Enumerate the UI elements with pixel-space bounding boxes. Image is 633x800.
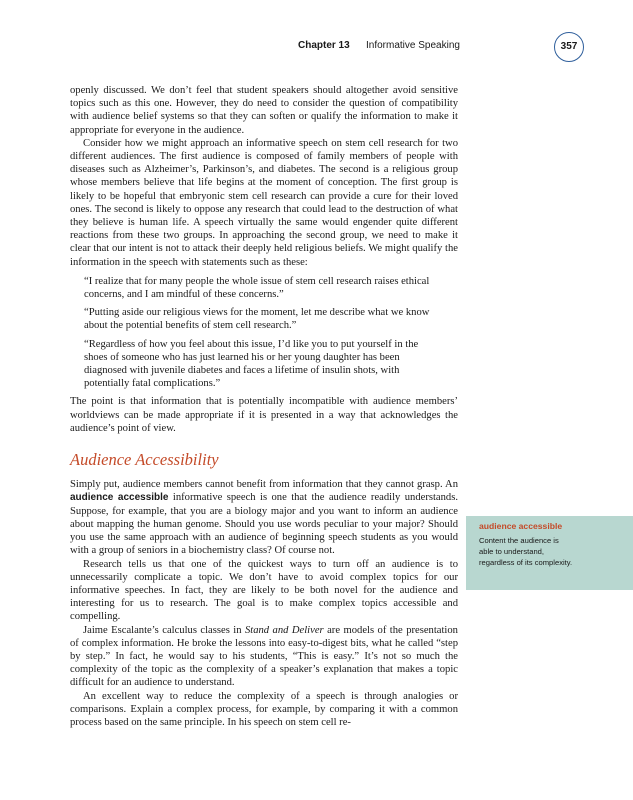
key-term: audience accessible [70,492,169,504]
paragraph: An excellent way to reduce the complexity of a speech is through analogies or comparisons. Explain a complex process, for example, by comparing it with a common process based on the same principle. In his speech on stem cell re- [70,690,458,728]
paragraph: The point is that information that is potentially incompatible with audience members’ worldviews can be made appropriate if it is presented in a way that acknowledges the audience’s point of view. [70,396,458,434]
text-run: informative speech is one that the audience readily understands. Suppose, for example, that you are a biology major and you want to inform an audience about mapping the human genome. Should you use words peculiar to your major? Should you use the same approach with an audience of beginning speech students as you would with a group of seniors in a biochemistry class? Of course not. [70,492,458,557]
quote: “Regardless of how you feel about this issue, I’d like you to put yourself in the shoes of someone who has just learned his or her young daughter has been diagnosed with juvenile diabetes and faces a lifetime of insulin shots, with potentially fatal complications.” [84,338,419,390]
text-run: Jaime Escalante’s calculus classes in [83,624,245,636]
quote: “Putting aside our religious views for the moment, let me describe what we know about the potential benefits of stem cell research.” [84,307,430,332]
chapter-title: Informative Speaking [366,40,460,51]
paragraph: openly discussed. We don’t feel that student speakers should altogether avoid sensitive topics such as this one. However, they do need to consider the question of compatibility with audience belief systems so that they can soften or qualify the information to make it appropriate for everyone in the audience. [70,85,458,136]
section-heading: Audience Accessibility [70,450,219,470]
running-header [0,38,633,58]
film-title: Stand and Deliver [244,624,324,636]
paragraph [70,478,458,557]
quote-block [84,275,444,391]
main-text [70,84,458,729]
quote: “I realize that for many people the whole issue of stem cell research raises ethical concerns, and I am mindful of these concerns.” [84,275,430,301]
page-number: 357 [554,32,584,62]
glossary-definition: Content the audience is able to understand, regardless of its complexity. [479,536,573,567]
paragraph [70,624,458,690]
text-run: Simply put, audience members cannot benefit from information that they cannot grasp. An [70,479,458,491]
paragraph: Consider how we might approach an informative speech on stem cell research for two different audiences. The first audience is composed of family members of people with diseases such as Alzheimer’s, Parkinson’s, and diabetes. The second is a religious group whose members believe that life begins at the moment of conception. The first group is likely to be hopeful that embryonic stem cell research can provide a cure for their loved ones. The second is likely to oppose any research that could lead to the destruction of what they believe is human life. A speech virtually the same would engender quite different reactions from these two groups. In approaching the second group, we need to make it clear that our intent is not to attack their deeply held religious beliefs. We might qualify the information in the speech with statements such as these: [70,137,458,268]
glossary-sidebar [466,516,633,590]
chapter-label: Chapter 13 [298,40,350,51]
paragraph: Research tells us that one of the quickest ways to turn off an audience is to unnecessarily complicate a topic. We don’t have to avoid complex topics for our informative speeches. In fact, they are likely to be both novel for the audience and interesting for us to research. The goal is to make complex topics accessible and compelling. [70,558,458,623]
glossary-term: audience accessible [479,521,563,531]
text-run: are models of the presentation of complex information. He broke the lessons into easy-to-digest bits, what he called “step by step.” In fact, he would say to his students, “This is easy.” It’s not so much the complexity of the topic as the complexity of a speaker’s explanation that makes a topic difficult for an audience to understand. [70,624,458,689]
